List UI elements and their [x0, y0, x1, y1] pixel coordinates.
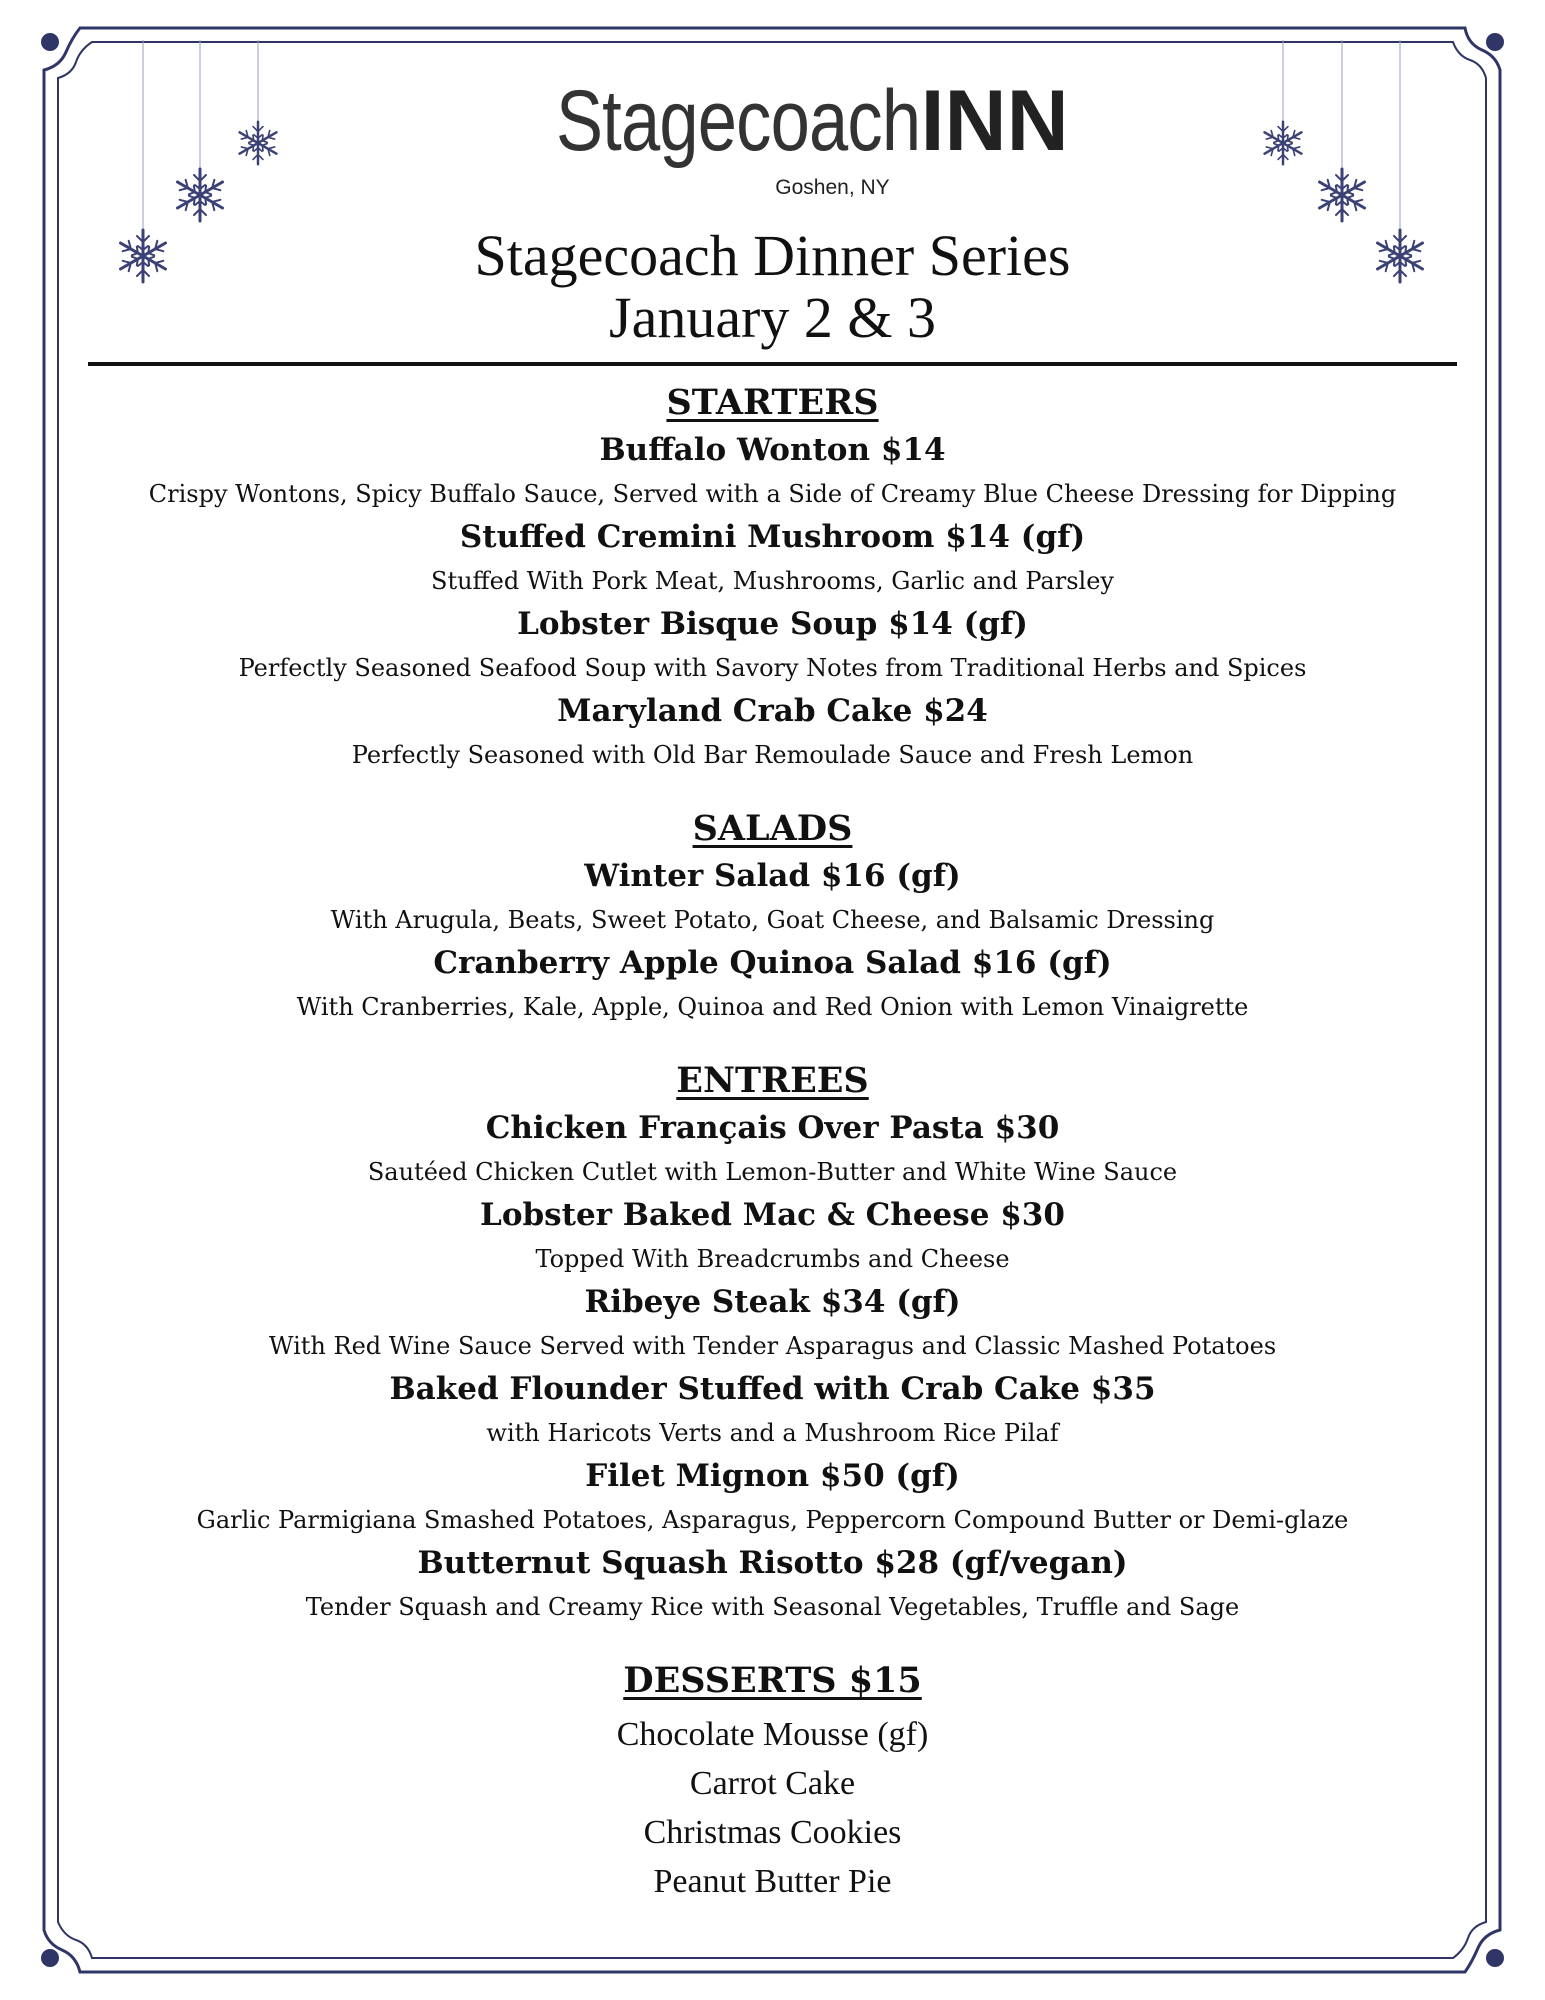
- section-heading: STARTERS: [666, 382, 879, 423]
- corner-dot-top-right: [1486, 33, 1504, 51]
- menu-item-name: Ribeye Steak $34 (gf): [584, 1284, 961, 1320]
- menu-item-name: Maryland Crab Cake $24: [557, 693, 988, 729]
- logo-light-text: Stagecoach: [556, 73, 921, 169]
- section-heading: DESSERTS $15: [623, 1660, 922, 1701]
- menu-item-description: Perfectly Seasoned with Old Bar Remoulade Sauce and Fresh Lemon: [351, 741, 1194, 769]
- menu-item-description: Perfectly Seasoned Seafood Soup with Savory Notes from Traditional Herbs and Spices: [238, 654, 1307, 682]
- section-heading: SALADS: [692, 808, 853, 849]
- section-starters: [0, 378, 1545, 776]
- page-title: Stagecoach Dinner Series: [474, 223, 1071, 288]
- logo-bold-text: INN: [920, 73, 1069, 169]
- page-date: January 2 & 3: [609, 285, 936, 350]
- menu-item-name: Lobster Baked Mac & Cheese $30: [480, 1197, 1065, 1233]
- menu-item-name: Chicken Français Over Pasta $30: [485, 1110, 1060, 1146]
- dessert-list: [0, 1710, 1545, 1906]
- section-entrees: [0, 1056, 1545, 1628]
- section-salads: [0, 804, 1545, 1028]
- menu-item-name: Filet Mignon $50 (gf): [585, 1458, 960, 1494]
- menu-item-name: Winter Salad $16 (gf): [584, 858, 961, 894]
- dessert-item: Carrot Cake: [689, 1765, 856, 1802]
- logo: [0, 73, 1545, 169]
- section-heading: ENTREES: [676, 1060, 869, 1101]
- menu-item-description: with Haricots Verts and a Mushroom Rice Pilaf: [486, 1419, 1059, 1447]
- menu-item-description: Sautéed Chicken Cutlet with Lemon-Butter and White Wine Sauce: [367, 1158, 1178, 1186]
- menu-item-description: With Arugula, Beats, Sweet Potato, Goat Cheese, and Balsamic Dressing: [330, 906, 1215, 934]
- menu-item-description: Topped With Breadcrumbs and Cheese: [535, 1245, 1010, 1273]
- corner-dot-top-left: [41, 33, 59, 51]
- logo-wordmark: [0, 73, 1545, 169]
- corner-dot-bottom-left: [41, 1949, 59, 1967]
- menu-item-description: Stuffed With Pork Meat, Mushrooms, Garlic and Parsley: [431, 567, 1114, 595]
- menu-body: [0, 378, 1545, 1906]
- menu-item-description: With Cranberries, Kale, Apple, Quinoa and Red Onion with Lemon Vinaigrette: [296, 993, 1249, 1021]
- dessert-item: Chocolate Mousse (gf): [616, 1716, 929, 1753]
- menu-item-name: Cranberry Apple Quinoa Salad $16 (gf): [433, 945, 1112, 981]
- menu-item-name: Butternut Squash Risotto $28 (gf/vegan): [417, 1545, 1128, 1581]
- menu-item-description: With Red Wine Sauce Served with Tender Asparagus and Classic Mashed Potatoes: [268, 1332, 1277, 1360]
- menu-item-name: Stuffed Cremini Mushroom $14 (gf): [459, 519, 1086, 555]
- menu-item-description: Tender Squash and Creamy Rice with Seasonal Vegetables, Truffle and Sage: [305, 1593, 1240, 1621]
- header-divider: [88, 362, 1457, 366]
- menu-item-description: Crispy Wontons, Spicy Buffalo Sauce, Served with a Side of Creamy Blue Cheese Dressing for Dipping: [148, 480, 1397, 508]
- menu-item-name: Lobster Bisque Soup $14 (gf): [517, 606, 1028, 642]
- section-desserts: [0, 1656, 1545, 1906]
- corner-dot-bottom-right: [1486, 1949, 1504, 1967]
- dessert-item: Peanut Butter Pie: [653, 1863, 892, 1900]
- dessert-item: Christmas Cookies: [643, 1814, 902, 1851]
- menu-item-name: Buffalo Wonton $14: [599, 432, 946, 468]
- menu-item-name: Baked Flounder Stuffed with Crab Cake $35: [389, 1371, 1156, 1407]
- location-text: Goshen, NY: [775, 176, 890, 199]
- menu-item-description: Garlic Parmigiana Smashed Potatoes, Asparagus, Peppercorn Compound Butter or Demi-glaze: [196, 1506, 1349, 1534]
